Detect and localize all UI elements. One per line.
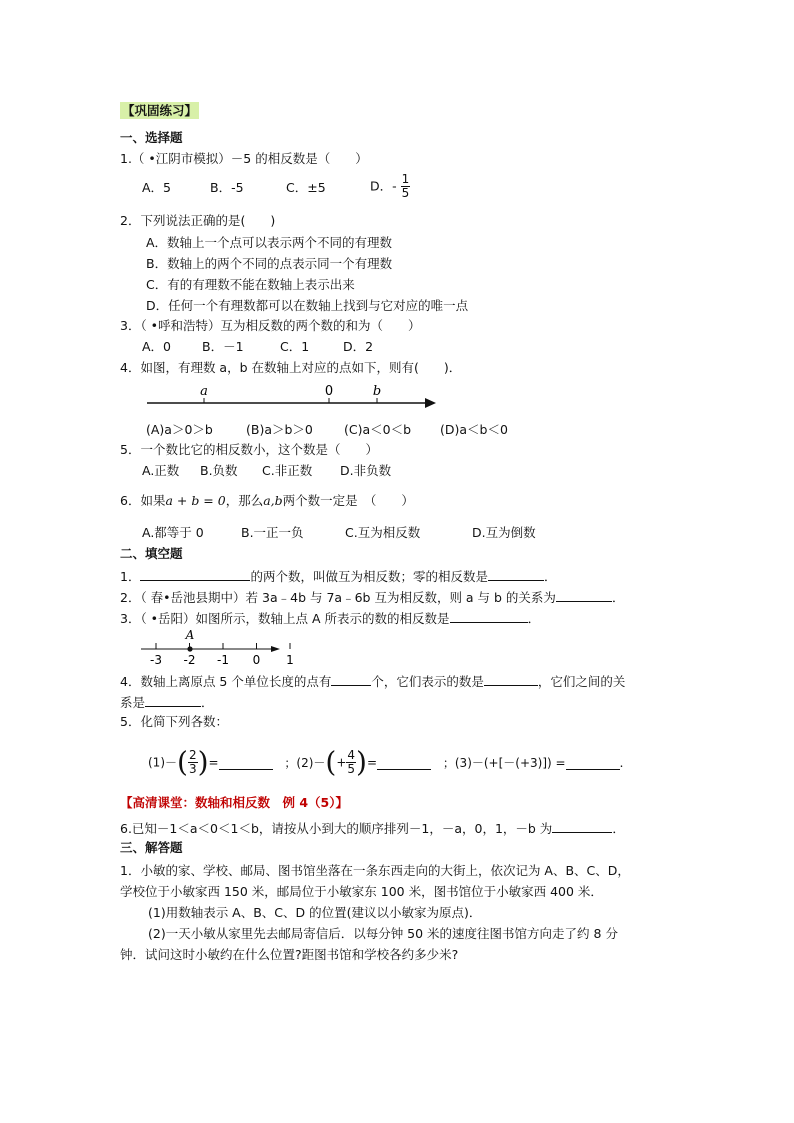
- solve-q1-part1: (1)用数轴表示 A、B、C、D 的位置(建议以小敏家为原点)．: [148, 905, 482, 920]
- fill-q4-blank-1[interactable]: [331, 672, 371, 686]
- q2-option-c: C．有的有理数不能在数轴上表示出来: [146, 277, 355, 292]
- fill-q5-text: 5．化简下列各数：: [120, 714, 228, 729]
- q4-option-c: (C)a＜0＜b: [344, 422, 412, 437]
- q1-option-b: B．-5: [210, 180, 244, 195]
- fill-q3-tick-label: -1: [217, 653, 229, 667]
- fill-q5-expressions: (1)－( $\frac{2}{3}$ )= ；(2)－(+ $\frac{4}{5}$ )= ；(3)－(+[－(+3)]) = ．: [148, 745, 632, 779]
- fill-q1: 1． 的两个数，叫做互为相反数；零的相反数是 ．: [120, 569, 557, 584]
- q4-label-zero: 0: [324, 384, 334, 399]
- fill-q5-blank-3[interactable]: [566, 756, 620, 770]
- section-title-solve: 三、解答题: [120, 840, 183, 855]
- q6-formula: a + b = 0: [165, 493, 226, 508]
- q5-text: 5．一个数比它的相反数小，这个数是（ ）: [120, 442, 378, 457]
- q4-label-a: a: [200, 384, 208, 399]
- q3-option-b: B．－1: [202, 339, 244, 354]
- q6-option-a: A.都等于 0: [142, 525, 204, 540]
- q4-label-b: b: [372, 384, 382, 399]
- q5-option-c: C.非正数: [262, 463, 313, 478]
- q5-option-a: A.正数: [142, 463, 180, 478]
- q1-option-d: D．- $\frac{1}{5}$: [370, 172, 410, 200]
- q4-text: 4．如图，有理数 a，b 在数轴上对应的点如下，则有( )．: [120, 360, 462, 375]
- fill-q3-point-a: [187, 646, 192, 651]
- q5-option-b: B.负数: [200, 463, 238, 478]
- fill-q4-blank-2[interactable]: [484, 672, 538, 686]
- q6-text: 6．如果a + b = 0，那么a,b两个数一定是 （ ）: [120, 493, 414, 508]
- section-header: 【巩固练习】: [122, 103, 198, 118]
- fill-q4-blank-3[interactable]: [145, 693, 201, 707]
- solve-q1-line2: 学校位于小敏家西 150 米，邮局位于小敏家东 100 米，图书馆位于小敏家西 400 米．: [120, 884, 603, 899]
- q2-option-b: B．数轴上的两个不同的点表示同一个有理数: [146, 256, 393, 271]
- q4-axis-arrow: [425, 398, 436, 408]
- fill-q3-tick-label: 0: [252, 653, 261, 667]
- q3-option-d: D．2: [343, 339, 374, 354]
- fill-q3: 3．（ •岳阳）如图所示，数轴上点 A 所表示的数的相反数是 ．: [120, 611, 541, 626]
- fill-q5-blank-2[interactable]: [377, 756, 431, 770]
- fill-q3-tick-label: -3: [150, 653, 162, 667]
- q2-option-d: D．任何一个有理数都可以在数轴上找到与它对应的唯一点: [146, 298, 469, 313]
- fill-q5-fraction-1: $\frac{2}{3}$: [188, 748, 197, 776]
- fill-q5-blank-1[interactable]: [219, 756, 273, 770]
- solve-q1-part2-line1: (2)一天小敏从家里先去邮局寄信后．以每分钟 50 米的速度往图书馆方向走了约 8 分: [148, 926, 618, 941]
- fill-q4-line1: 4．数轴上离原点 5 个单位长度的点有 个，它们表示的数是 ，它们之间的关: [120, 674, 626, 689]
- q6-vars: a,b: [263, 493, 283, 508]
- solve-q1-part2-line2: 钟．试问这时小敏约在什么位置?距图书馆和学校各约多少米?: [120, 947, 459, 962]
- q1-option-d-fraction: $\frac{1}{5}$: [401, 172, 410, 200]
- q4-option-a: (A)a＞0＞b: [146, 422, 213, 437]
- fill-q2-blank[interactable]: [556, 588, 612, 602]
- q2-text: 2．下列说法正确的是( ): [120, 213, 276, 228]
- fill-q3-tick-label: -2: [183, 653, 196, 667]
- q2-option-a: A．数轴上一个点可以表示两个不同的有理数: [146, 235, 393, 250]
- fill-q5-fraction-2: $\frac{4}{5}$: [347, 748, 356, 776]
- q1-option-c: C．±5: [286, 180, 326, 195]
- fill-q3-tick-label: 1: [286, 653, 294, 667]
- section-title-fill: 二、填空题: [120, 546, 183, 561]
- fill-q1-blank-1[interactable]: [140, 567, 250, 581]
- q6-option-c: C.互为相反数: [345, 525, 421, 540]
- q3-text: 3．（ •呼和浩特）互为相反数的两个数的和为（ ）: [120, 318, 421, 333]
- fill-q3-number-line: [138, 628, 294, 668]
- fill-q3-axis-arrow: [271, 646, 280, 652]
- q6-option-d: D.互为倒数: [472, 525, 536, 540]
- q4-number-line: [140, 382, 450, 414]
- q1-option-a: A．5: [142, 180, 172, 195]
- q5-option-d: D.非负数: [340, 463, 392, 478]
- solve-q1-line1: 1．小敏的家、学校、邮局、图书馆坐落在一条东西走向的大街上，依次记为 A、B、C、D，: [120, 863, 630, 878]
- q6-option-b: B.一正一负: [241, 525, 304, 540]
- q4-option-d: (D)a＜b＜0: [440, 422, 508, 437]
- fill-q3-point-label: A: [185, 628, 195, 642]
- fill-q3-blank[interactable]: [450, 609, 528, 623]
- q1-text: 1.（ •江阴市模拟）－5 的相反数是（ ）: [120, 151, 368, 166]
- fill-q4-line2: 系是 ．: [120, 695, 214, 710]
- fill-q1-blank-2[interactable]: [488, 567, 544, 581]
- fill-q6: 6.已知－1＜a＜0＜1＜b，请按从小到大的顺序排列－1，－a，0，1，－b 为 ．: [120, 821, 625, 836]
- q4-option-b: (B)a＞b＞0: [246, 422, 313, 437]
- section-title-choice: 一、选择题: [120, 130, 183, 145]
- fill-q2: 2．（ 春•岳池县期中）若 3a﹣4b 与 7a﹣6b 互为相反数，则 a 与 b 的关系为 ．: [120, 590, 625, 605]
- fill-q6-blank[interactable]: [552, 819, 612, 833]
- q3-option-a: A．0: [142, 339, 172, 354]
- q3-option-c: C．1: [280, 339, 310, 354]
- video-lesson-link[interactable]: 【高清课堂：数轴和相反数 例 4（5）】: [120, 795, 348, 810]
